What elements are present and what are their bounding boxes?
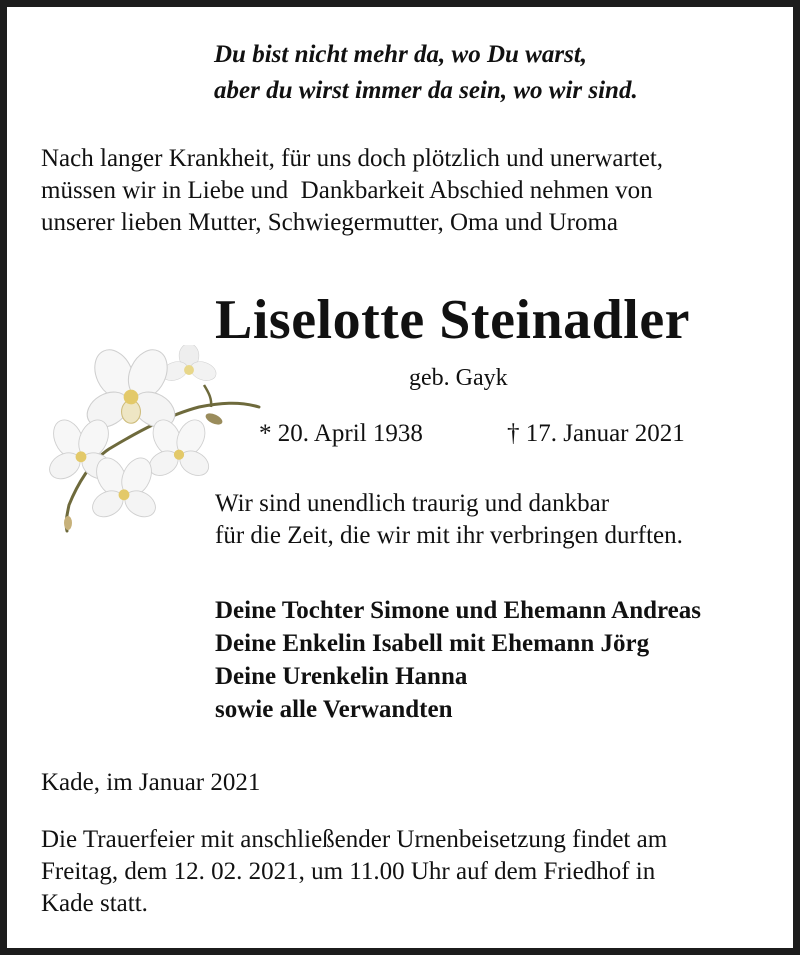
- place-and-date: Kade, im Januar 2021: [41, 769, 261, 796]
- mourners-list: [215, 594, 701, 726]
- funeral-line-1: Die Trauerfeier mit anschließender Urnenbeisetzung findet am: [41, 826, 668, 853]
- intro-line-2: müssen wir in Liebe und Dankbarkeit Abschied nehmen von: [41, 177, 653, 204]
- funeral-line-3: Kade statt.: [41, 890, 148, 917]
- intro-line-1: Nach langer Krankheit, für uns doch plötzlich und unerwartet,: [41, 145, 664, 172]
- deceased-name: Liselotte Steinadler: [215, 289, 691, 351]
- funeral-info: [41, 824, 667, 920]
- death-date: † 17. Januar 2021: [507, 420, 685, 447]
- mourner-line: Deine Tochter Simone und Ehemann Andreas: [215, 597, 701, 624]
- grief-line-1: Wir sind unendlich traurig und dankbar: [215, 490, 610, 517]
- funeral-line-2: Freitag, dem 12. 02. 2021, um 11.00 Uhr auf dem Friedhof in: [41, 858, 656, 885]
- quote-line-1: Du bist nicht mehr da, wo Du warst,: [214, 41, 588, 68]
- intro-line-3: unserer lieben Mutter, Schwiegermutter, Oma und Uroma: [41, 209, 618, 236]
- grief-text: [215, 488, 683, 552]
- mourner-line: Deine Urenkelin Hanna: [215, 663, 468, 690]
- birth-date: * 20. April 1938: [259, 420, 423, 447]
- intro-text: [41, 143, 663, 239]
- birth-name: geb. Gayk: [409, 365, 508, 391]
- memorial-quote: [214, 37, 638, 109]
- grief-line-2: für die Zeit, die wir mit ihr verbringen durften.: [215, 522, 683, 549]
- quote-line-2: aber du wirst immer da sein, wo wir sind.: [214, 77, 638, 104]
- mourner-line: Deine Enkelin Isabell mit Ehemann Jörg: [215, 630, 650, 657]
- mourner-line: sowie alle Verwandten: [215, 696, 453, 723]
